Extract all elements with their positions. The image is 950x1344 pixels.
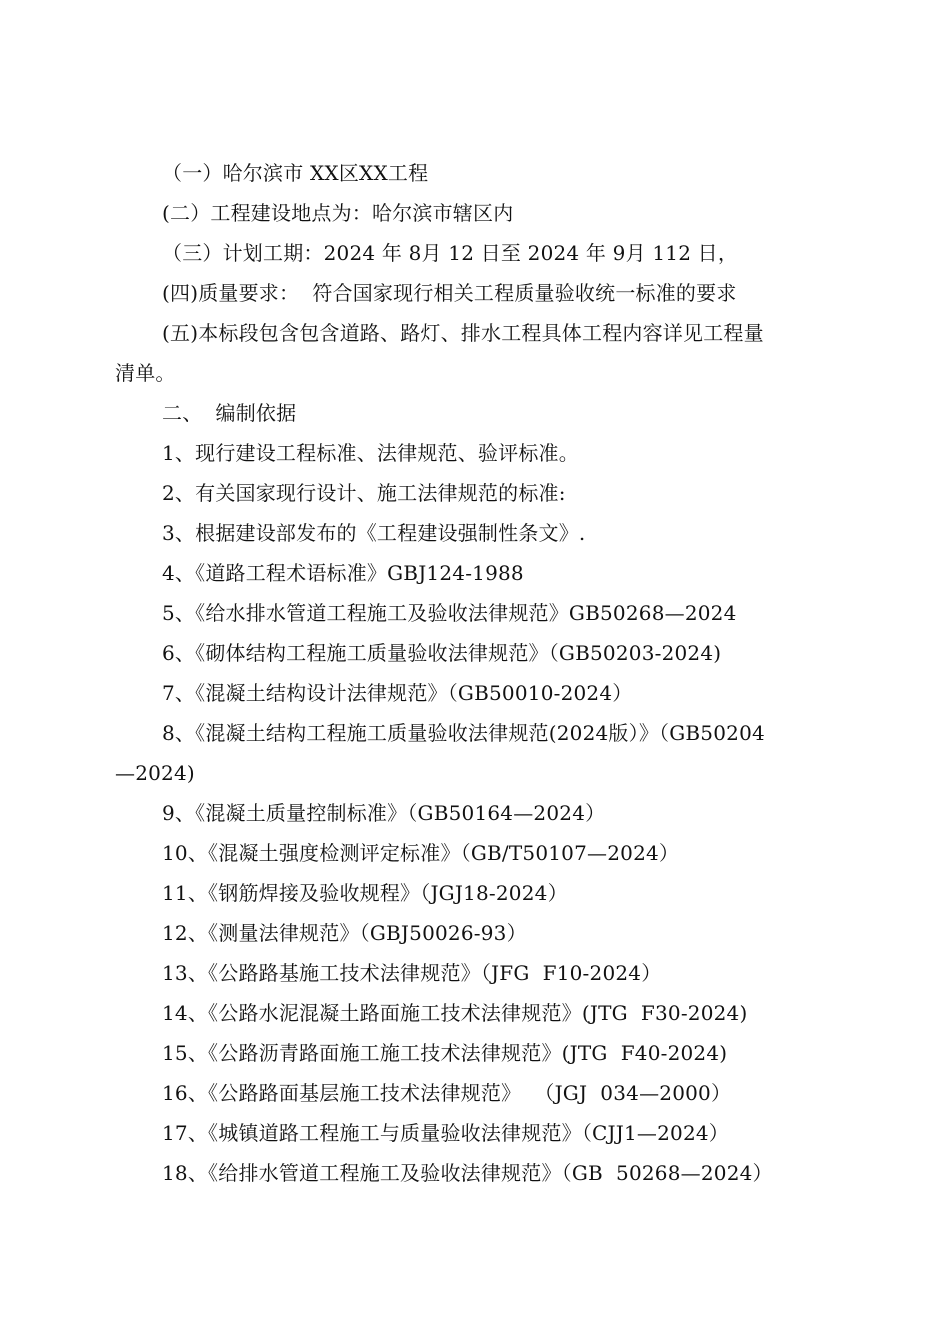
basis-item: 17、《城镇道路工程施工与质量验收法律规范》（CJJ1—2024） [162,1121,730,1145]
basis-item: 16、《公路路面基层施工技术法律规范》 （JGJ 034—2000） [162,1081,732,1105]
basis-item: 4、《道路工程术语标准》GBJ124-1988 [162,561,524,585]
section-heading: 二、 编制依据 [162,401,297,425]
scope-line: (五)本标段包含包含道路、路灯、排水工程具体工程内容详见工程量 [162,321,764,345]
scope-line-continued: 清单。 [115,361,176,385]
basis-item: 13、《公路路基施工技术法律规范》（JFG F10-2024） [162,961,662,985]
basis-item: 9、《混凝土质量控制标准》（GB50164—2024） [162,801,606,825]
basis-item: 6、《砌体结构工程施工质量验收法律规范》（GB50203-2024) [162,641,722,665]
basis-item: 10、《混凝土强度检测评定标准》（GB/T50107—2024） [162,841,680,865]
basis-item: 11、《钢筋焊接及验收规程》（JGJ18-2024） [162,881,568,905]
basis-item: 1、现行建设工程标准、法律规范、验评标准。 [162,441,579,465]
basis-item: 15、《公路沥青路面施工施工技术法律规范》(JTG F40-2024) [162,1041,728,1065]
basis-item: 7、《混凝土结构设计法律规范》（GB50010-2024） [162,681,633,705]
schedule-line: （三）计划工期：2024 年 8月 12 日至 2024 年 9月 112 日， [162,241,739,265]
basis-item: 5、《给水排水管道工程施工及验收法律规范》GB50268—2024 [162,601,737,625]
basis-item: 12、《测量法律规范》（GBJ50026-93） [162,921,527,945]
basis-item: 14、《公路水泥混凝土路面施工技术法律规范》(JTG F30-2024) [162,1001,748,1025]
quality-requirement-line: (四)质量要求： 符合国家现行相关工程质量验收统一标准的要求 [162,281,737,305]
basis-item: 18、《给排水管道工程施工及验收法律规范》（GB 50268—2024） [162,1161,773,1185]
basis-item: 2、有关国家现行设计、施工法律规范的标准: [162,481,566,505]
construction-site-line: (二）工程建设地点为：哈尔滨市辖区内 [162,201,514,225]
project-name-line: （一）哈尔滨市 XX区XX工程 [162,161,429,185]
basis-item: 3、根据建设部发布的《工程建设强制性条文》. [162,521,586,545]
basis-item: 8、《混凝土结构工程施工质量验收法律规范(2024版）》（GB50204 [162,721,765,745]
basis-item-continued: —2024) [115,761,195,785]
